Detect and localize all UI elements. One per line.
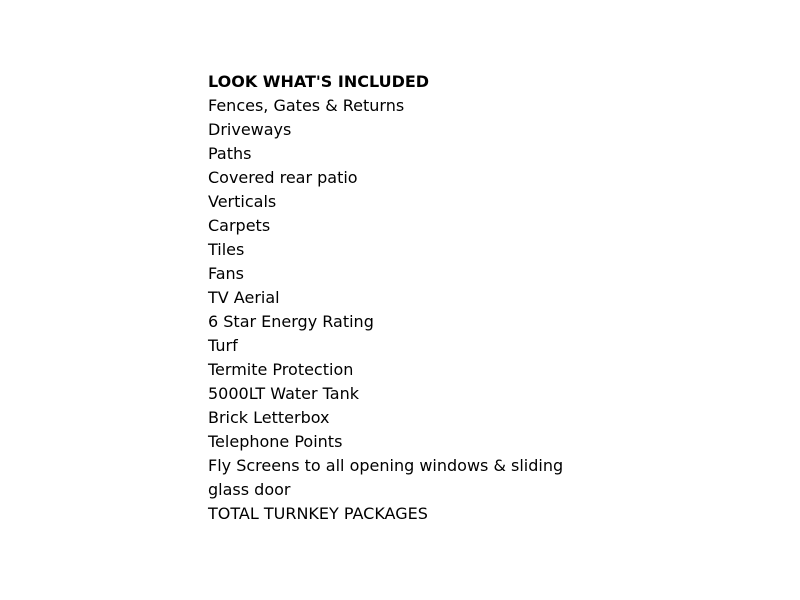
list-item: 5000LT Water Tank (208, 384, 360, 403)
list-item: Fences, Gates & Returns (208, 96, 405, 115)
list-item: Driveways (208, 120, 292, 139)
list-item: Telephone Points (208, 432, 343, 451)
list-item: Covered rear patio (208, 168, 358, 187)
inclusions-list (208, 94, 768, 526)
list-item: 6 Star Energy Rating (208, 312, 374, 331)
list-item: Carpets (208, 216, 271, 235)
inclusions-heading: LOOK WHAT'S INCLUDED (208, 72, 430, 91)
list-item: Brick Letterbox (208, 408, 330, 427)
list-item: Paths (208, 144, 252, 163)
inclusions-section (208, 70, 768, 526)
list-item: Turf (208, 336, 238, 355)
list-item: Fly Screens to all opening windows & sliding glass door (208, 456, 564, 499)
list-item: TOTAL TURNKEY PACKAGES (208, 504, 428, 523)
list-item: Termite Protection (208, 360, 354, 379)
list-item: Tiles (208, 240, 245, 259)
list-item: TV Aerial (208, 288, 280, 307)
list-item: Verticals (208, 192, 277, 211)
list-item: Fans (208, 264, 245, 283)
